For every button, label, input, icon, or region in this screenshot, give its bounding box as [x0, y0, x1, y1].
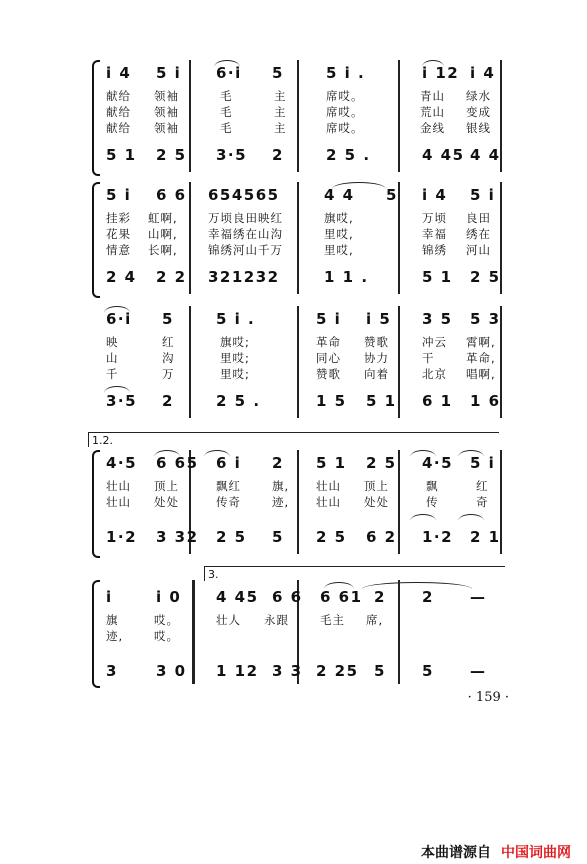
note-group: 5 i	[156, 64, 182, 82]
lyric: 壮山	[106, 479, 131, 493]
lyric: 壮人	[216, 613, 241, 627]
note-group: 2 5 .	[326, 146, 371, 164]
lyric: 席哎。	[326, 105, 364, 119]
lyric: 幸福绣在山沟	[208, 227, 283, 241]
note-group: 5 i .	[216, 310, 256, 328]
lyric: 千	[106, 367, 119, 381]
note-group: 2	[422, 588, 434, 606]
note-group: i 4	[106, 64, 132, 82]
note-group: 4 4	[324, 186, 355, 204]
lyric: 同心	[316, 351, 341, 365]
note-group: 2 5	[216, 528, 247, 546]
lyric: 奇	[476, 495, 489, 509]
lyric: 旗哎;	[220, 335, 250, 349]
lyric: 壮山	[106, 495, 131, 509]
score-system-5	[92, 566, 502, 681]
volta-label: 3.	[208, 568, 219, 581]
lyric: 迹,	[106, 629, 124, 643]
lyric: 山	[106, 351, 119, 365]
note-group: 2	[374, 588, 386, 606]
note-group: 3 5	[422, 310, 453, 328]
lyric: 赞歌	[316, 367, 341, 381]
system-brace	[92, 450, 100, 558]
lyric: 青山	[420, 89, 445, 103]
lyric: 顶上	[154, 479, 179, 493]
note-group: 1 1 .	[324, 268, 369, 286]
note-group: 3·5	[106, 392, 138, 410]
lyric: 唱啊,	[466, 367, 496, 381]
note-group: 2 4	[106, 268, 137, 286]
lyric: 革命	[316, 335, 341, 349]
note-group: 5 i	[470, 186, 496, 204]
lyric: 顶上	[364, 479, 389, 493]
lyric: 主	[274, 89, 287, 103]
note-group: 1 6	[470, 392, 501, 410]
note-group: 2 5	[366, 454, 397, 472]
note-group: 2	[272, 146, 284, 164]
bass-line	[104, 268, 502, 290]
score-system-1	[92, 60, 502, 175]
note-group: 4·5	[422, 454, 454, 472]
lyric: 飘	[426, 479, 439, 493]
score-system-4	[92, 432, 502, 547]
lyric: 里哎;	[220, 367, 250, 381]
lyric: 绿水	[466, 89, 491, 103]
note-group: 5	[272, 528, 284, 546]
lyric: 协力	[364, 351, 389, 365]
note-group: 6 2	[366, 528, 397, 546]
lyric: 万顷	[422, 211, 447, 225]
lyric-line-2	[104, 494, 502, 516]
note-group: 321232	[208, 268, 280, 286]
lyric: 领袖	[154, 121, 179, 135]
lyric: 旗哎,	[324, 211, 354, 225]
lyric: 毛主	[320, 613, 345, 627]
lyric: 山啊,	[148, 227, 178, 241]
lyric: 红	[162, 335, 175, 349]
note-group: 5 1	[422, 268, 453, 286]
lyric: 献给	[106, 89, 131, 103]
note-group: i 12	[422, 64, 460, 82]
lyric: 迹,	[272, 495, 290, 509]
note-group: 2 5	[156, 146, 187, 164]
note-group: 5 i .	[326, 64, 366, 82]
lyric: 冲云	[422, 335, 447, 349]
lyric: 霄啊,	[466, 335, 496, 349]
bass-line	[104, 662, 502, 684]
note-group: 2 25	[316, 662, 359, 680]
note-group: 3 3	[272, 662, 303, 680]
note-group: 4 4	[470, 146, 501, 164]
note-group: i 4	[422, 186, 448, 204]
note-group: 2	[272, 454, 284, 472]
note-group: 2 2	[156, 268, 187, 286]
bass-line	[104, 528, 502, 550]
note-group: i 4	[470, 64, 496, 82]
lyric: 传	[426, 495, 439, 509]
note-group: 5	[374, 662, 386, 680]
note-group: i 0	[156, 588, 182, 606]
lyric: 变成	[466, 105, 491, 119]
page-number: · 159 ·	[467, 690, 509, 705]
note-group: 1 12	[216, 662, 259, 680]
source-text: 本曲谱源自	[421, 845, 491, 861]
note-group: 2 1	[470, 528, 501, 546]
score-system-2	[92, 182, 502, 297]
note-group: 2 5 .	[216, 392, 261, 410]
note-group: 4 45	[422, 146, 465, 164]
note-group: 6·i	[216, 64, 242, 82]
lyric: 哎。	[154, 629, 179, 643]
note-group: i 5	[366, 310, 392, 328]
melody-line	[104, 588, 502, 610]
note-group: 6 61	[320, 588, 363, 606]
site-link[interactable]: 中国词曲网	[501, 845, 571, 861]
lyric: 赞歌	[364, 335, 389, 349]
system-brace	[92, 182, 100, 298]
volta-bracket	[204, 566, 505, 581]
lyric: 壮山	[316, 479, 341, 493]
lyric: 席哎。	[326, 89, 364, 103]
score-system-3	[92, 306, 502, 421]
lyric: 飘红	[216, 479, 241, 493]
lyric: 献给	[106, 121, 131, 135]
note-group: 3·5	[216, 146, 248, 164]
lyric: 哎。	[154, 613, 179, 627]
lyric: 虹啊,	[148, 211, 178, 225]
note-group: 3	[106, 662, 118, 680]
note-group: 4·5	[106, 454, 138, 472]
lyric: 里哎;	[220, 351, 250, 365]
lyric: 情意	[106, 243, 131, 257]
lyric: 毛	[220, 105, 233, 119]
lyric: 荒山	[420, 105, 445, 119]
system-brace	[92, 60, 100, 176]
lyric: 良田	[466, 211, 491, 225]
note-group: 5	[386, 186, 398, 204]
note-group: 6 i	[216, 454, 242, 472]
note-group: 2 5	[470, 268, 501, 286]
note-group: 5	[422, 662, 434, 680]
lyric: 里哎,	[324, 227, 354, 241]
lyric-line-2	[104, 628, 502, 650]
note-group: 5	[272, 64, 284, 82]
lyric: 毛	[220, 89, 233, 103]
note-group: 1 5	[316, 392, 347, 410]
note-group: 5 1	[316, 454, 347, 472]
note-group: 5 i	[470, 454, 496, 472]
volta-bracket	[88, 432, 499, 447]
lyric: 革命,	[466, 351, 496, 365]
lyric: 领袖	[154, 105, 179, 119]
lyric: 河山	[466, 243, 491, 257]
slur	[410, 514, 436, 521]
lyric: 绣在	[466, 227, 491, 241]
melody-line	[104, 310, 502, 332]
note-group: 6 6	[272, 588, 303, 606]
lyric: 永跟	[264, 613, 289, 627]
note-group: 4 45	[216, 588, 259, 606]
melody-line	[104, 186, 502, 208]
bass-line	[104, 146, 502, 168]
note-group: —	[470, 588, 487, 606]
lyric: 向着	[364, 367, 389, 381]
note-group: 5 1	[106, 146, 137, 164]
lyric: 沟	[162, 351, 175, 365]
lyric-line-3	[104, 120, 502, 142]
volta-label: 1.2.	[92, 434, 113, 447]
note-group: 6 6	[156, 186, 187, 204]
lyric: 旗,	[272, 479, 290, 493]
note-group: 2	[162, 392, 174, 410]
note-group: 5 1	[366, 392, 397, 410]
lyric: 席,	[366, 613, 384, 627]
note-group: 6 65	[156, 454, 199, 472]
lyric: 万	[162, 367, 175, 381]
melody-line	[104, 64, 502, 86]
melody-line	[104, 454, 502, 476]
bass-line	[104, 392, 502, 414]
note-group: 6 1	[422, 392, 453, 410]
note-group: 654565	[208, 186, 280, 204]
note-group: 2 5	[316, 528, 347, 546]
note-group: i	[106, 588, 113, 606]
note-group: 5 i	[106, 186, 132, 204]
lyric: 里哎,	[324, 243, 354, 257]
lyric: 毛	[220, 121, 233, 135]
note-group: 1·2	[106, 528, 138, 546]
note-group: 5 3	[470, 310, 501, 328]
lyric: 挂彩	[106, 211, 131, 225]
lyric: 长啊,	[148, 243, 178, 257]
slur	[458, 514, 484, 521]
lyric: 映	[106, 335, 119, 349]
lyric-line-3	[104, 366, 502, 388]
lyric: 处处	[154, 495, 179, 509]
lyric: 主	[274, 121, 287, 135]
lyric: 金线	[420, 121, 445, 135]
lyric-line-3	[104, 242, 502, 264]
note-group: 5 i	[316, 310, 342, 328]
lyric: 献给	[106, 105, 131, 119]
lyric: 万顷良田映红	[208, 211, 283, 225]
lyric: 银线	[466, 121, 491, 135]
note-group: 3 0	[156, 662, 187, 680]
lyric: 北京	[422, 367, 447, 381]
lyric: 花果	[106, 227, 131, 241]
lyric: 主	[274, 105, 287, 119]
system-brace	[92, 580, 100, 688]
lyric: 处处	[364, 495, 389, 509]
note-group: 5	[162, 310, 174, 328]
note-group: —	[470, 662, 487, 680]
lyric: 旗	[106, 613, 119, 627]
lyric: 幸福	[422, 227, 447, 241]
lyric: 锦绣河山千万	[208, 243, 283, 257]
lyric: 传奇	[216, 495, 241, 509]
lyric: 壮山	[316, 495, 341, 509]
lyric: 席哎。	[326, 121, 364, 135]
lyric: 领袖	[154, 89, 179, 103]
note-group: 6·i	[106, 310, 132, 328]
lyric: 锦绣	[422, 243, 447, 257]
lyric: 红	[476, 479, 489, 493]
lyric: 干	[422, 351, 435, 365]
note-group: 3 32	[156, 528, 199, 546]
note-group: 1·2	[422, 528, 454, 546]
source-footer	[421, 842, 571, 862]
